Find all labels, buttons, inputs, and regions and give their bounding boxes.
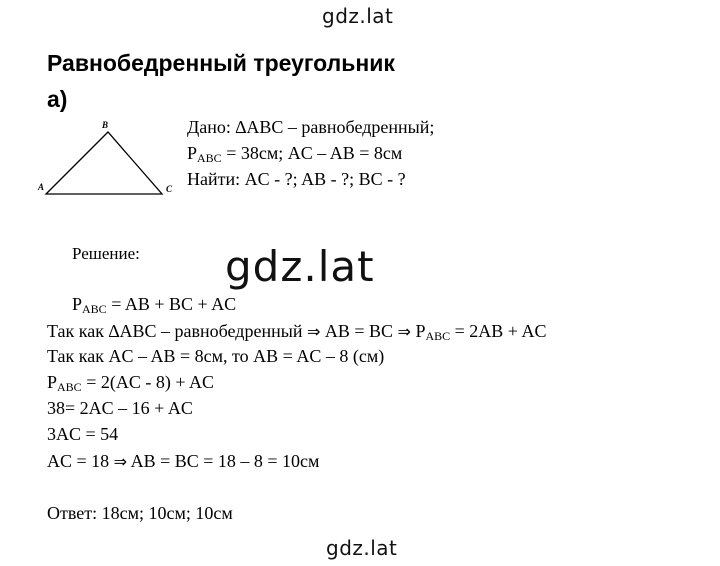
triangle-shape [46, 132, 162, 194]
watermark-top: gdz.lat [322, 4, 394, 28]
answer-line: Ответ: 18см; 10см; 10см [47, 503, 233, 523]
implies-arrow: ⇒ [113, 452, 128, 471]
vertex-label-b: B [102, 120, 109, 130]
solution-line-5: 38= 2AC – 16 + AC [47, 398, 193, 418]
solution-line-4: $P_{ABC} = 2(AC - 8)$ + AC [47, 372, 215, 394]
solution-label: Решение: [72, 244, 140, 263]
part-label: а) [47, 86, 68, 112]
watermark-bottom: gdz.lat [326, 536, 398, 560]
implies-arrow: ⇒ [306, 322, 321, 341]
solution-line-7: AC = 18 ⇒ AB = BC = 18 – 8 = 10см [47, 451, 320, 471]
solution-line-2: Так как ∆ABC – равнобедренный ⇒ AB = BC ⇒ $P_{ABC} = 2AB$ + AC [47, 321, 547, 343]
page-title: Равнобедренный треугольник [47, 50, 395, 76]
implies-arrow: ⇒ [397, 322, 411, 341]
given-line-3: Найти: AC - ?; AB - ?; BC - ? [187, 169, 406, 189]
solution-line-6: 3AC = 54 [47, 424, 119, 444]
watermark-center: gdz.lat [225, 242, 375, 291]
given-line-2: $P_{ABC} = 38см$; AC – AB = 8см [187, 143, 403, 165]
given-line-1: Дано: ∆ABC – равнобедренный; [187, 117, 435, 137]
vertex-label-c: C [166, 184, 173, 194]
solution-line-3: Так как AC – AB = 8см, то AB = AC – 8 (см) [47, 346, 385, 366]
vertex-label-a: A [38, 182, 45, 192]
triangle-figure [36, 116, 186, 200]
solution-line-1: $P_{ABC}$ = AB + BC + AC [72, 294, 237, 316]
